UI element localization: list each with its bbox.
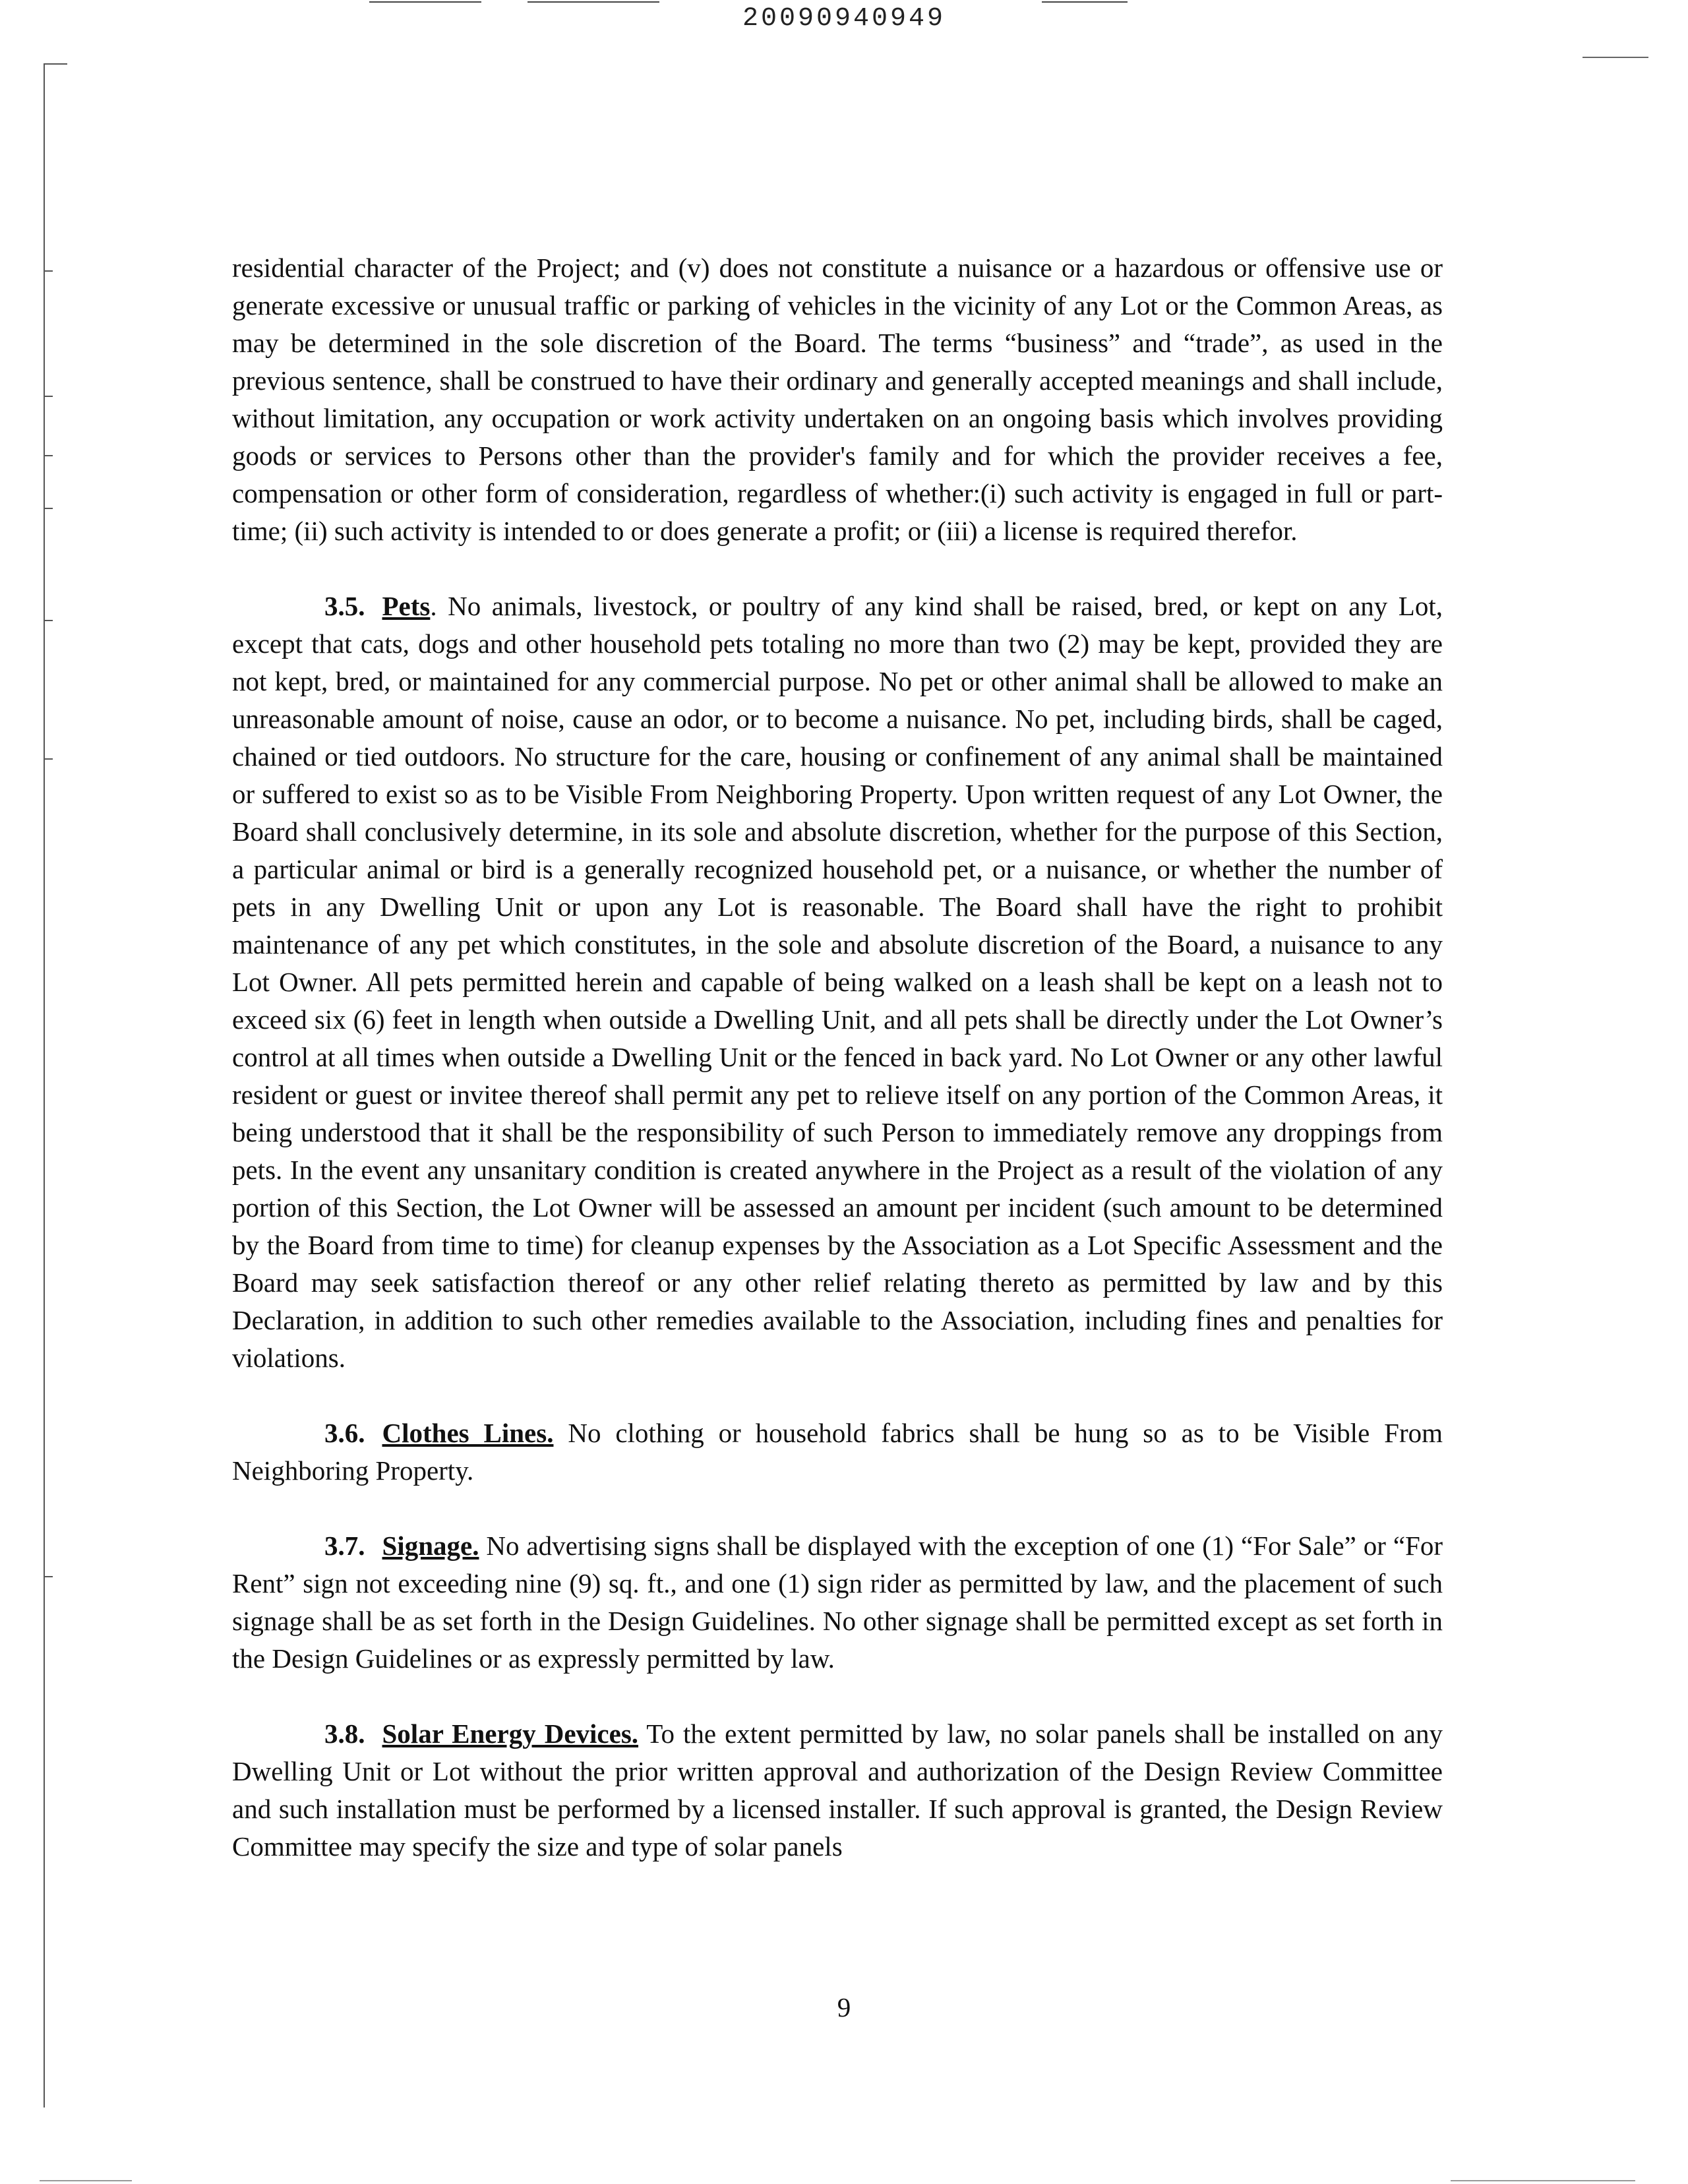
- bottom-scan-mark-left: [40, 2180, 132, 2181]
- margin-tick: [44, 396, 53, 397]
- margin-tick: [44, 508, 53, 509]
- top-scan-rule-mid: [528, 1, 659, 3]
- section-text: To the extent permitted by law, no solar panels shall be installed on any Dwelling Unit or Lot without the prior written approval and authorization of the Design Review Committee and such installation must be performed by a licensed installer. If such approval is granted, the Design Review Committee may specify the size and type of solar panels: [232, 1718, 1443, 1862]
- bottom-scan-mark-right: [1451, 2180, 1635, 2181]
- section-3-6-clothes-lines: [232, 1414, 1443, 1490]
- section-title: Pets: [382, 591, 431, 621]
- page-number: 9: [837, 1992, 851, 2022]
- document-number: 20090940949: [742, 4, 946, 34]
- top-scan-rule-left: [369, 1, 481, 3]
- section-text: No advertising signs shall be displayed with the exception of one (1) “For Sale” or “For Rent” sign not exceeding nine (9) sq. ft., and one (1) sign rider as permitted by law, and the placement of such signage shall be as set forth in the Design Guidelines. No other signage shall be permitted except as set forth in the Design Guidelines or as expressly permitted by law.: [232, 1531, 1443, 1674]
- left-margin-line: [44, 63, 45, 2108]
- document-body: [232, 249, 1443, 1903]
- margin-tick: [44, 1576, 53, 1577]
- section-3-7-signage: [232, 1527, 1443, 1678]
- margin-tick: [44, 270, 53, 272]
- right-scan-mark: [1582, 57, 1648, 58]
- section-number: 3.7.: [324, 1531, 365, 1561]
- section-title: Solar Energy Devices.: [382, 1718, 639, 1749]
- section-3-8-solar-energy-devices: [232, 1715, 1443, 1866]
- section-text: . No animals, livestock, or poultry of any kind shall be raised, bred, or kept on any Lot, except that cats, dogs and other household pets totaling no more than two (2) may be kept, provided they are not kept, bred, or maintained for any commercial purpose. No pet or other animal shall be allowed to make an unreasonable amount of noise, cause an odor, or to become a nuisance. No pet, including birds, shall be caged, chained or tied outdoors. No structure for the care, housing or confinement of any animal shall be maintained or suffered to exist so as to be Visible From Neighboring Property. Upon written request of any Lot Owner, the Board shall conclusively determine, in its sole and absolute discretion, whether for the purpose of this Section, a particular animal or bird is a generally recognized household pet, or a nuisance, or whether the number of pets in any Dwelling Unit or upon any Lot is reasonable. The Board shall have the right to prohibit maintenance of any pet which constitutes, in the sole and absolute discretion of the Board, a nuisance to any Lot Owner. All pets permitted herein and capable of being walked on a leash shall be kept on a leash not to exceed six (6) feet in length when outside a Dwelling Unit, and all pets shall be directly under the Lot Owner’s control at all times when outside a Dwelling Unit or the fenced in back yard. No Lot Owner or any other lawful resident or guest or invitee thereof shall permit any pet to relieve itself on any portion of the Common Areas, it being understood that it shall be the responsibility of such Person to immediately remove any droppings from pets. In the event any unsanitary condition is created anywhere in the Project as a result of the violation of any portion of this Section, the Lot Owner will be assessed an amount per incident (such amount to be determined by the Board from time to time) for cleanup expenses by the Association as a Lot Specific Assessment and the Board may seek satisfaction thereof or any other relief relating thereto as permitted by law and by this Declaration, in addition to such other remedies available to the Association, including fines and penalties for violations.: [232, 591, 1443, 1373]
- section-title: Clothes Lines.: [382, 1418, 554, 1448]
- left-margin-bracket: [44, 63, 67, 65]
- section-number: 3.5.: [324, 591, 365, 621]
- section-3-5-pets: [232, 588, 1443, 1377]
- margin-tick: [44, 455, 53, 456]
- section-number: 3.8.: [324, 1718, 365, 1749]
- top-scan-rule-right: [1042, 1, 1128, 3]
- section-text: No clothing or household fabrics shall be hung so as to be Visible From Neighboring Property.: [232, 1418, 1443, 1486]
- continuation-paragraph: residential character of the Project; and (v) does not constitute a nuisance or a hazardous or offensive use or generate excessive or unusual traffic or parking of vehicles in the vicinity of any Lot or the Common Areas, as may be determined in the sole discretion of the Board. The terms “business” and “trade”, as used in the previous sentence, shall be construed to have their ordinary and generally accepted meanings and shall include, without limitation, any occupation or work activity undertaken on an ongoing basis which involves providing goods or services to Persons other than the provider's family and for which the provider receives a fee, compensation or other form of consideration, regardless of whether:(i) such activity is engaged in full or part-time; (ii) such activity is intended to or does generate a profit; or (iii) a license is required therefor.: [232, 253, 1443, 546]
- margin-tick: [44, 620, 53, 621]
- section-number: 3.6.: [324, 1418, 365, 1448]
- margin-tick: [44, 758, 53, 760]
- section-title: Signage.: [382, 1531, 479, 1561]
